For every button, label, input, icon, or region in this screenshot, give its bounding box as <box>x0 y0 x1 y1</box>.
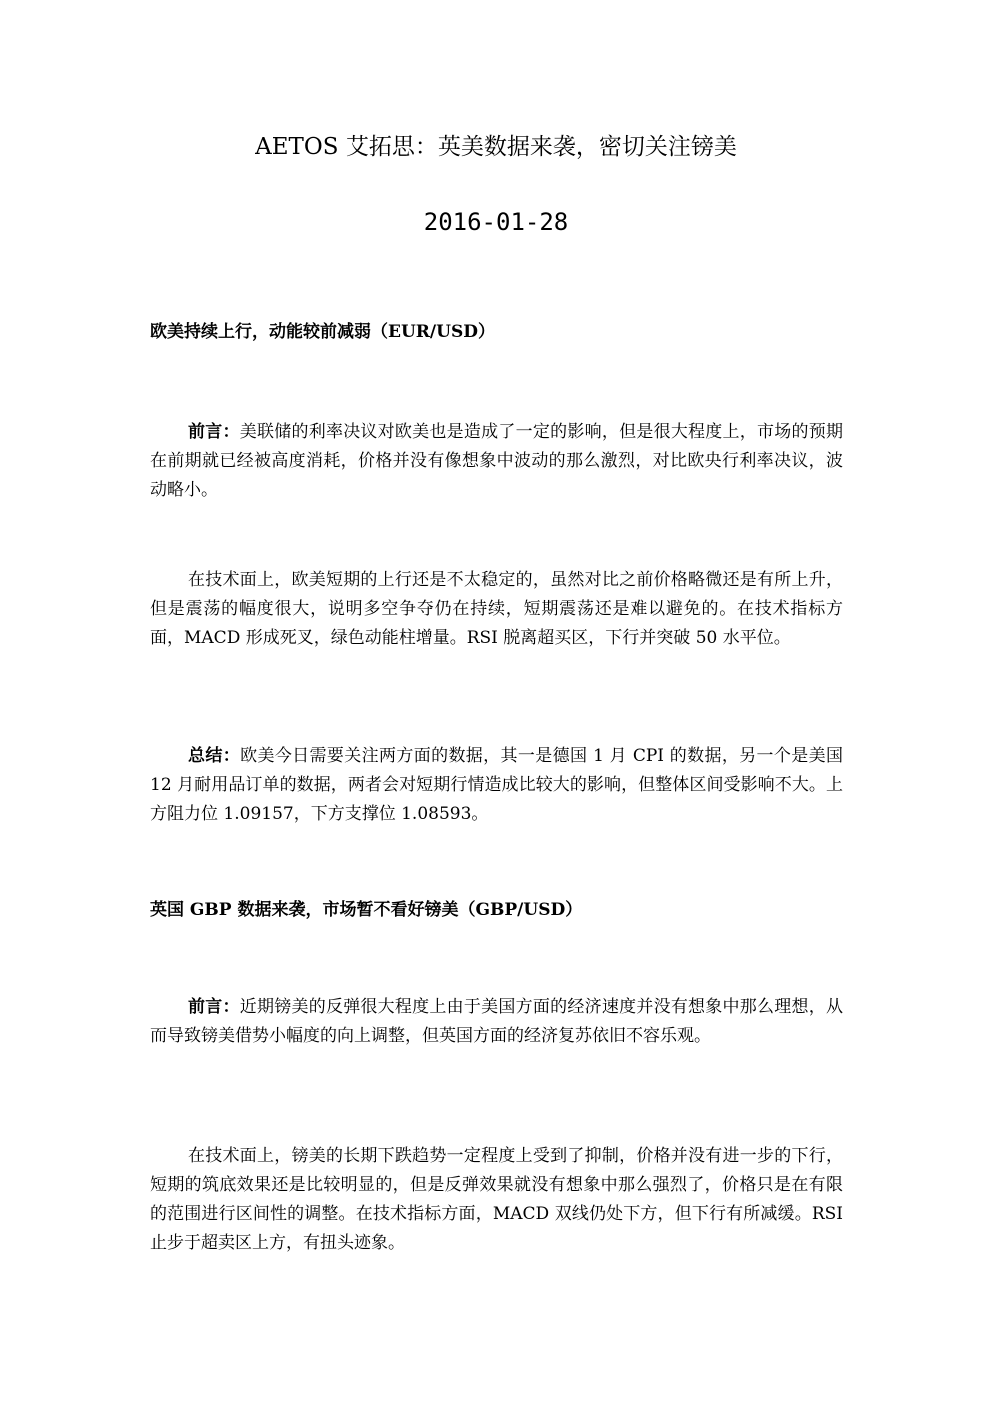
paragraph-text: 近期镑美的反弹很大程度上由于美国方面的经济速度并没有想象中那么理想，从而导致镑美借势小幅度的向上调整，但英国方面的经济复苏依旧不容乐观。 <box>150 997 844 1046</box>
paragraph-eurusd-summary <box>150 742 843 829</box>
paragraph-eurusd-technical <box>150 566 843 653</box>
document-title: AETOS 艾拓思：英美数据来袭，密切关注镑美 <box>255 134 737 160</box>
paragraph-lead: 总结： <box>188 746 241 766</box>
paragraph-lead: 前言： <box>188 422 240 442</box>
paragraph-lead: 前言： <box>188 997 240 1017</box>
paragraph-gbpusd-technical <box>150 1142 843 1258</box>
document-date: 2016-01-28 <box>423 208 569 236</box>
paragraph-text: 在技术面上，欧美短期的上行还是不太稳定的，虽然对比之前价格略微还是有所上升，但是震荡的幅度很大，说明多空争夺仍在持续，短期震荡还是难以避免的。在技术指标方面，MACD 形成死叉，绿色动能柱增量。RSI 脱离超买区，下行并突破 50 水平位。 <box>150 570 843 648</box>
section-heading-gbpusd: 英国 GBP 数据来袭，市场暂不看好镑美（GBP/USD） <box>150 900 583 920</box>
section-heading-eurusd: 欧美持续上行，动能较前减弱（EUR/USD） <box>150 322 495 342</box>
paragraph-text: 欧美今日需要关注两方面的数据，其一是德国 1 月 CPI 的数据，另一个是美国 12 月耐用品订单的数据，两者会对短期行情造成比较大的影响，但整体区间受影响不大。上方阻力位 1.09157，下方支撑位 1.08593。 <box>150 746 844 824</box>
paragraph-text: 美联储的利率决议对欧美也是造成了一定的影响，但是很大程度上，市场的预期在前期就已经被高度消耗，价格并没有像想象中波动的那么激烈，对比欧央行利率决议，波动略小。 <box>150 422 844 500</box>
paragraph-text: 在技术面上，镑美的长期下跌趋势一定程度上受到了抑制，价格并没有进一步的下行，短期的筑底效果还是比较明显的，但是反弹效果就没有想象中那么强烈了，价格只是在有限的范围进行区间性的调整。在技术指标方面，MACD 双线仍处下方，但下行有所减缓。RSI 止步于超卖区上方，有扭头迹象。 <box>150 1146 843 1253</box>
paragraph-gbpusd-intro <box>150 993 843 1051</box>
paragraph-eurusd-intro <box>150 418 843 505</box>
